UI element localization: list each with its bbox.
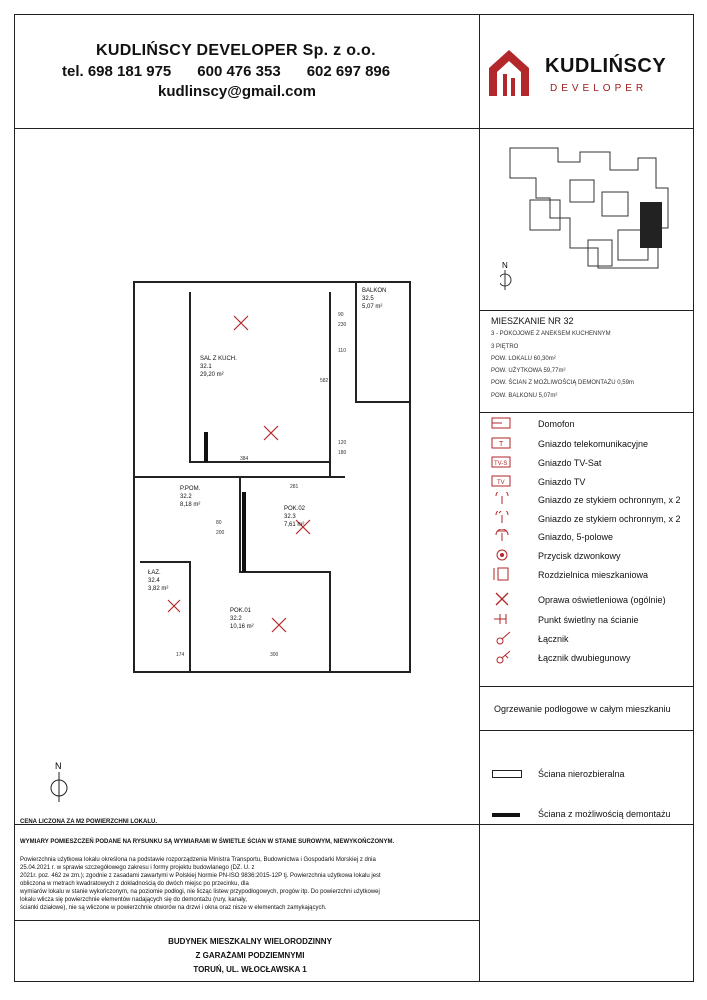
switch-icon	[490, 631, 514, 645]
removable-wall-label: Ściana z możliwością demontażu	[538, 809, 671, 819]
removable-wall-swatch	[492, 813, 520, 817]
room-area-0: 29,20 m²	[200, 372, 224, 378]
room-num-0: 32.1	[200, 364, 212, 370]
legend-label-1: Gniazdo telekomunikacyjne	[538, 439, 649, 449]
doorbell-icon	[490, 548, 514, 562]
dim-12: 200	[216, 530, 225, 536]
area-scian: POW. ŚCIAN Z MOŻLIWOŚCIĄ DEMONTAŻU 0,59m	[491, 380, 634, 386]
legend-label-11: Łącznik	[538, 634, 569, 644]
note-line-4: obliczona w metrach kwadratowych z dokładnością do dwóch miejsc po przecinku, dla	[20, 881, 249, 887]
company-name: KUDLIŃSCY DEVELOPER Sp. z o.o.	[96, 42, 376, 59]
legend-label-3: Gniazdo TV	[538, 477, 586, 487]
heating-note: Ogrzewanie podłogowe w całym mieszkaniu	[494, 704, 671, 714]
legend-label-8: Rozdzielnica mieszkaniowa	[538, 570, 649, 580]
light-icon-1	[234, 316, 248, 330]
header-divider	[14, 128, 694, 129]
legend-label-6: Gniazdo, 5-polowe	[538, 532, 614, 542]
fixed-wall-label: Ściana nierozbieralna	[538, 769, 625, 779]
fixed-wall-swatch	[492, 770, 522, 778]
email: kudlinscy@gmail.com	[158, 83, 317, 100]
distribution-board-icon	[490, 567, 514, 581]
room-area-4: 3,82 m²	[148, 586, 169, 592]
site-plan	[500, 140, 690, 295]
ceiling-light-icon	[490, 592, 514, 606]
wall-light-icon	[490, 612, 514, 626]
dim-9: 120	[338, 440, 347, 446]
telecom-socket-icon	[490, 436, 514, 450]
compass-plan-icon	[44, 760, 74, 804]
intercom-icon	[490, 416, 514, 430]
tv-socket-icon	[490, 474, 514, 488]
building-line-3: TORUŃ, UL. WŁOCŁAWSKA 1	[193, 965, 307, 974]
room-label-4: ŁAZ.	[148, 570, 161, 576]
five-pole-socket-icon	[490, 529, 514, 543]
dim-8: 110	[338, 348, 346, 354]
area-uzytkowa: POW. UŻYTKOWA 59,77m²	[491, 368, 566, 374]
apartment-floor: 3 PIĘTRO	[491, 344, 519, 350]
dim-3: 281	[290, 484, 299, 490]
room-num-2: 32.2	[180, 494, 192, 500]
room-label-0: SAL Z KUCH.	[200, 356, 237, 362]
note-dimensions: WYMIARY POMIESZCZEŃ PODANE NA RYSUNKU SĄ WYMIARAMI W ŚWIETLE ŚCIAN W STANIE SUROWYM, NIEWYKOŃCZONYM.	[20, 839, 395, 845]
note-line-1: Powierzchnia użytkowa lokalu określona na podstawie rozporządzenia Ministra Transportu, Budownictwa i Gospodarki Morskiej z dnia	[20, 857, 376, 863]
light-icon-5	[168, 600, 180, 612]
note-line-5: wymiarów lokalu w stanie wykończonym, na poziomie podłogi, nie licząc listew przypodłogowych, progów itp. Do powierzchni użytkowej	[20, 889, 380, 895]
note-line-7: ścianki działowe), nie są wliczone w powierzchnie otworów na drzwi i okna oraz nisze w elementach zamykających.	[20, 905, 327, 911]
legend-label-7: Przycisk dzwonkowy	[538, 551, 621, 561]
svg-text:TV-S: TV-S	[494, 461, 508, 467]
room-label-5: POK.01	[230, 608, 252, 614]
legend-divider	[479, 686, 694, 687]
note-line-2: 25.04.2021 r. w sprawie szczegółowego zakresu i formy projektu budowlanego (DZ. U. z	[20, 865, 255, 871]
two-way-switch-icon	[490, 650, 514, 664]
floor-plan	[120, 262, 420, 682]
phone-3: 602 697 896	[306, 63, 391, 80]
heating-divider	[479, 730, 694, 731]
logo-sub: DEVELOPER	[550, 83, 648, 94]
room-area-1: 5,07 m²	[362, 304, 383, 310]
dim-5: 174	[176, 652, 185, 658]
building-line-2: Z GARAŻAMI PODZIEMNYMI	[195, 951, 305, 960]
grounded-socket-icon-2	[490, 511, 514, 525]
logo-word: KUDLIŃSCY	[545, 55, 667, 77]
room-area-2: 8,18 m²	[180, 502, 201, 508]
area-balkonu: POW. BALKONU 5,07m²	[491, 393, 558, 399]
room-num-3: 32.3	[284, 514, 296, 520]
area-lokalu: POW. LOKALU 60,30m²	[491, 356, 556, 362]
legend-label-0: Domofon	[538, 419, 575, 429]
grounded-socket-icon	[490, 492, 514, 506]
apartment-info-divider	[479, 412, 694, 413]
site-compass-label: N	[502, 261, 508, 270]
light-icon-2	[264, 426, 278, 440]
legend-label-12: Łącznik dwubiegunowy	[538, 653, 631, 663]
building-line-1: BUDYNEK MIESZKALNY WIELORODZINNY	[168, 937, 332, 946]
room-num-1: 32.5	[362, 296, 374, 302]
room-num-4: 32.4	[148, 578, 160, 584]
apartment-type: 3 - POKOJOWE Z ANEKSEM KUCHENNYM	[491, 331, 611, 337]
dim-2: 384	[240, 456, 249, 462]
right-column-divider	[479, 14, 480, 824]
phone-2: 600 476 353	[197, 63, 281, 80]
building-divider	[14, 920, 480, 921]
room-area-3: 7,61 m²	[284, 522, 305, 528]
room-label-3: POK.02	[284, 506, 306, 512]
room-label-1: BALKON	[362, 288, 387, 294]
highlighted-apartment	[640, 202, 662, 248]
compass-label: N	[55, 761, 62, 771]
legend-label-2: Gniazdo TV-Sat	[538, 458, 602, 468]
room-label-2: P.POM.	[180, 486, 201, 492]
light-icon-4	[272, 618, 286, 632]
phone-numbers	[62, 63, 416, 80]
svg-text:T: T	[499, 441, 504, 448]
site-plan-divider	[479, 310, 694, 311]
dim-1: 582	[320, 378, 329, 384]
note-price: CENA LICZONA ZA M2 POWIERZCHNI LOKALU.	[20, 819, 157, 825]
dim-10: 180	[338, 450, 347, 456]
svg-text:TV: TV	[497, 480, 505, 486]
legend-label-4: Gniazdo ze stykiem ochronnym, x 2	[538, 495, 681, 505]
phone-1: tel. 698 181 975	[62, 63, 172, 80]
apartment-title: MIESZKANIE NR 32	[491, 316, 574, 326]
legend-label-10: Punkt świetlny na ścianie	[538, 615, 639, 625]
tv-sat-socket-icon	[490, 455, 514, 469]
dim-4: 300	[270, 652, 279, 658]
dim-11: 80	[216, 520, 222, 526]
legend-label-5: Gniazdo ze stykiem ochronnym, x 2	[538, 514, 681, 524]
legend-label-9: Oprawa oświetleniowa (ogólnie)	[538, 595, 666, 605]
dim-7: 230	[338, 322, 347, 328]
note-line-3: 2021r. poz. 462 ze zm.); zgodnie z zasadami zawartymi w Polskiej Normie PN-ISO 9836:2015-12P tj. Powierzchnia użytkowa lokalu jest	[20, 873, 381, 879]
room-area-5: 10,16 m²	[230, 624, 254, 630]
dim-6: 90	[338, 312, 344, 318]
room-num-5: 32.2	[230, 616, 242, 622]
note-line-6: lokalu wlicza się powierzchnie elementów nadających się do demontażu (rury, kanały,	[20, 897, 247, 903]
